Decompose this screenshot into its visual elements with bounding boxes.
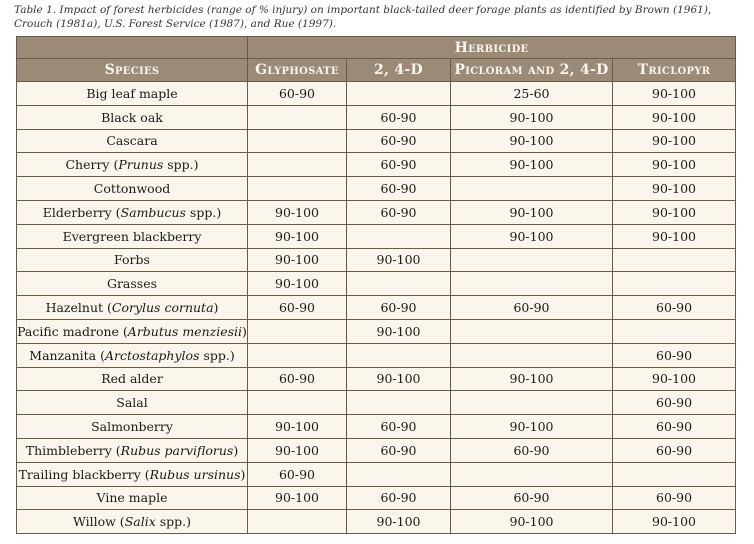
- species-name: Evergreen blackberry: [62, 228, 202, 244]
- 24d-cell: 90-100: [347, 319, 451, 343]
- species-cell: [17, 391, 248, 415]
- table-row: [17, 510, 736, 534]
- species-name-tail: ): [233, 442, 239, 458]
- species-scientific-name: Prunus: [118, 157, 164, 173]
- table-row: [17, 438, 736, 462]
- 24d-cell: 60-90: [347, 153, 451, 177]
- species-cell: [17, 248, 248, 272]
- species-cell: [17, 296, 248, 320]
- triclopyr-cell: 90-100: [613, 153, 736, 177]
- triclopyr-cell: [613, 248, 736, 272]
- species-cell: [17, 129, 248, 153]
- table-row: [17, 153, 736, 177]
- triclopyr-cell: [613, 272, 736, 296]
- picloram-cell: 25-60: [451, 82, 613, 106]
- species-name: Red alder: [101, 371, 163, 387]
- 24d-cell: 60-90: [347, 105, 451, 129]
- column-header-row: [17, 59, 736, 82]
- table-row: [17, 486, 736, 510]
- 24d-cell: 60-90: [347, 296, 451, 320]
- picloram-cell: 60-90: [451, 486, 613, 510]
- species-cell: [17, 510, 248, 534]
- species-name: Vine maple: [96, 490, 168, 506]
- species-name-tail: ): [213, 300, 219, 316]
- species-scientific-name: Arctostaphylos: [104, 347, 200, 363]
- triclopyr-cell: 90-100: [613, 224, 736, 248]
- species-name: Cottonwood: [93, 181, 171, 197]
- 24d-cell: 60-90: [347, 438, 451, 462]
- 24d-cell: 90-100: [347, 510, 451, 534]
- triclopyr-cell: 90-100: [613, 510, 736, 534]
- species-cell: [17, 367, 248, 391]
- species-name: Forbs: [114, 252, 150, 268]
- picloram-cell: [451, 343, 613, 367]
- glyphosate-cell: 90-100: [248, 224, 347, 248]
- species-name: Pacific madrone (: [17, 323, 128, 339]
- species-name: Thimbleberry (: [25, 442, 121, 458]
- table-row: [17, 415, 736, 439]
- species-name-tail: ): [242, 323, 247, 339]
- species-cell: [17, 462, 248, 486]
- glyphosate-cell: [248, 177, 347, 201]
- 24d-cell: [347, 343, 451, 367]
- species-scientific-name: Sambucus: [120, 204, 186, 220]
- 24d-cell: 60-90: [347, 415, 451, 439]
- 24d-cell: 60-90: [347, 486, 451, 510]
- species-name: Trailing blackberry (: [18, 466, 150, 482]
- glyphosate-cell: [248, 153, 347, 177]
- picloram-cell: 90-100: [451, 200, 613, 224]
- table-body: [17, 82, 736, 534]
- species-cell: [17, 177, 248, 201]
- triclopyr-cell: 60-90: [613, 438, 736, 462]
- triclopyr-cell: 90-100: [613, 200, 736, 224]
- 24d-cell: 60-90: [347, 200, 451, 224]
- species-name: Willow (: [72, 514, 125, 530]
- picloram-cell: 90-100: [451, 415, 613, 439]
- column-header-species: Species: [17, 59, 248, 82]
- species-scientific-name: Rubus parviflorus: [120, 442, 234, 458]
- species-cell: [17, 343, 248, 367]
- table-row: [17, 248, 736, 272]
- species-name: Cherry (: [65, 157, 119, 173]
- species-name: Black oak: [101, 109, 163, 125]
- picloram-cell: 90-100: [451, 129, 613, 153]
- species-name-tail: spp.): [155, 514, 191, 530]
- glyphosate-cell: [248, 343, 347, 367]
- table-caption: Table 1. Impact of forest herbicides (range of % injury) on important black-tailed deer forage plants as identified by Brown (1961), Crouch (1981a), U.S. Forest Service (1987), and Rue (1997).: [14, 4, 712, 30]
- glyphosate-cell: [248, 105, 347, 129]
- species-scientific-name: Arbutus menziesii: [127, 323, 243, 339]
- glyphosate-cell: [248, 391, 347, 415]
- triclopyr-cell: [613, 462, 736, 486]
- table-row: [17, 296, 736, 320]
- species-name: Elderberry (: [42, 204, 121, 220]
- picloram-cell: [451, 391, 613, 415]
- table-row: [17, 82, 736, 106]
- glyphosate-cell: 90-100: [248, 200, 347, 224]
- 24d-cell: [347, 272, 451, 296]
- species-cell: [17, 224, 248, 248]
- triclopyr-cell: 60-90: [613, 343, 736, 367]
- 24d-cell: 90-100: [347, 367, 451, 391]
- species-scientific-name: Rubus ursinus: [149, 466, 241, 482]
- picloram-cell: [451, 462, 613, 486]
- table-row: [17, 177, 736, 201]
- herbicide-table: [16, 36, 736, 534]
- picloram-cell: 90-100: [451, 105, 613, 129]
- species-cell: [17, 438, 248, 462]
- 24d-cell: [347, 391, 451, 415]
- species-cell: [17, 319, 248, 343]
- species-name: Hazelnut (: [45, 300, 112, 316]
- table-row: [17, 105, 736, 129]
- picloram-cell: [451, 272, 613, 296]
- species-name: Salal: [116, 395, 148, 411]
- triclopyr-cell: 90-100: [613, 367, 736, 391]
- species-cell: [17, 415, 248, 439]
- triclopyr-cell: 90-100: [613, 82, 736, 106]
- glyphosate-cell: [248, 129, 347, 153]
- glyphosate-cell: 60-90: [248, 82, 347, 106]
- picloram-cell: [451, 319, 613, 343]
- column-header-triclopyr: Triclopyr: [613, 59, 736, 82]
- glyphosate-cell: 90-100: [248, 486, 347, 510]
- species-name-tail: spp.): [199, 347, 235, 363]
- species-name: Cascara: [106, 133, 158, 149]
- triclopyr-cell: 60-90: [613, 415, 736, 439]
- column-header-glyphosate: Glyphosate: [248, 59, 347, 82]
- species-cell: [17, 486, 248, 510]
- triclopyr-cell: 60-90: [613, 296, 736, 320]
- species-name-tail: spp.): [185, 204, 222, 220]
- species-name: Big leaf maple: [86, 85, 178, 101]
- table-row: [17, 272, 736, 296]
- species-name: Manzanita (: [29, 347, 105, 363]
- glyphosate-cell: 90-100: [248, 415, 347, 439]
- table-row: [17, 224, 736, 248]
- table-row: [17, 391, 736, 415]
- table-row: [17, 319, 736, 343]
- table-row: [17, 462, 736, 486]
- species-cell: [17, 200, 248, 224]
- species-scientific-name: Salix: [124, 514, 156, 530]
- triclopyr-cell: 90-100: [613, 105, 736, 129]
- glyphosate-cell: 60-90: [248, 462, 347, 486]
- triclopyr-cell: 60-90: [613, 486, 736, 510]
- species-cell: [17, 153, 248, 177]
- column-header-24d: 2, 4-D: [347, 59, 451, 82]
- table-row: [17, 129, 736, 153]
- species-name-tail: spp.): [163, 157, 199, 173]
- species-name: Grasses: [106, 276, 158, 292]
- 24d-cell: [347, 462, 451, 486]
- species-cell: [17, 105, 248, 129]
- picloram-cell: 60-90: [451, 296, 613, 320]
- glyphosate-cell: 60-90: [248, 296, 347, 320]
- picloram-cell: [451, 248, 613, 272]
- table-row: [17, 367, 736, 391]
- glyphosate-cell: [248, 319, 347, 343]
- glyphosate-cell: 60-90: [248, 367, 347, 391]
- triclopyr-cell: [613, 319, 736, 343]
- picloram-cell: 90-100: [451, 367, 613, 391]
- picloram-cell: 90-100: [451, 153, 613, 177]
- 24d-cell: 60-90: [347, 129, 451, 153]
- 24d-cell: 60-90: [347, 177, 451, 201]
- picloram-cell: 90-100: [451, 510, 613, 534]
- species-cell: [17, 82, 248, 106]
- species-name: Salmonberry: [91, 419, 173, 435]
- group-header-row: [17, 37, 736, 59]
- glyphosate-cell: [248, 510, 347, 534]
- picloram-cell: 90-100: [451, 224, 613, 248]
- picloram-cell: [451, 177, 613, 201]
- group-header-blank: [17, 37, 248, 59]
- triclopyr-cell: 90-100: [613, 177, 736, 201]
- column-header-picloram: Picloram and 2, 4-D: [451, 59, 613, 82]
- triclopyr-cell: 60-90: [613, 391, 736, 415]
- glyphosate-cell: 90-100: [248, 272, 347, 296]
- species-name-tail: ): [240, 466, 246, 482]
- table-row: [17, 343, 736, 367]
- species-cell: [17, 272, 248, 296]
- 24d-cell: [347, 82, 451, 106]
- 24d-cell: 90-100: [347, 248, 451, 272]
- group-header-herbicide: Herbicide: [248, 37, 736, 59]
- table-row: [17, 200, 736, 224]
- picloram-cell: 60-90: [451, 438, 613, 462]
- glyphosate-cell: 90-100: [248, 248, 347, 272]
- glyphosate-cell: 90-100: [248, 438, 347, 462]
- 24d-cell: [347, 224, 451, 248]
- triclopyr-cell: 90-100: [613, 129, 736, 153]
- species-scientific-name: Corylus cornuta: [111, 300, 214, 316]
